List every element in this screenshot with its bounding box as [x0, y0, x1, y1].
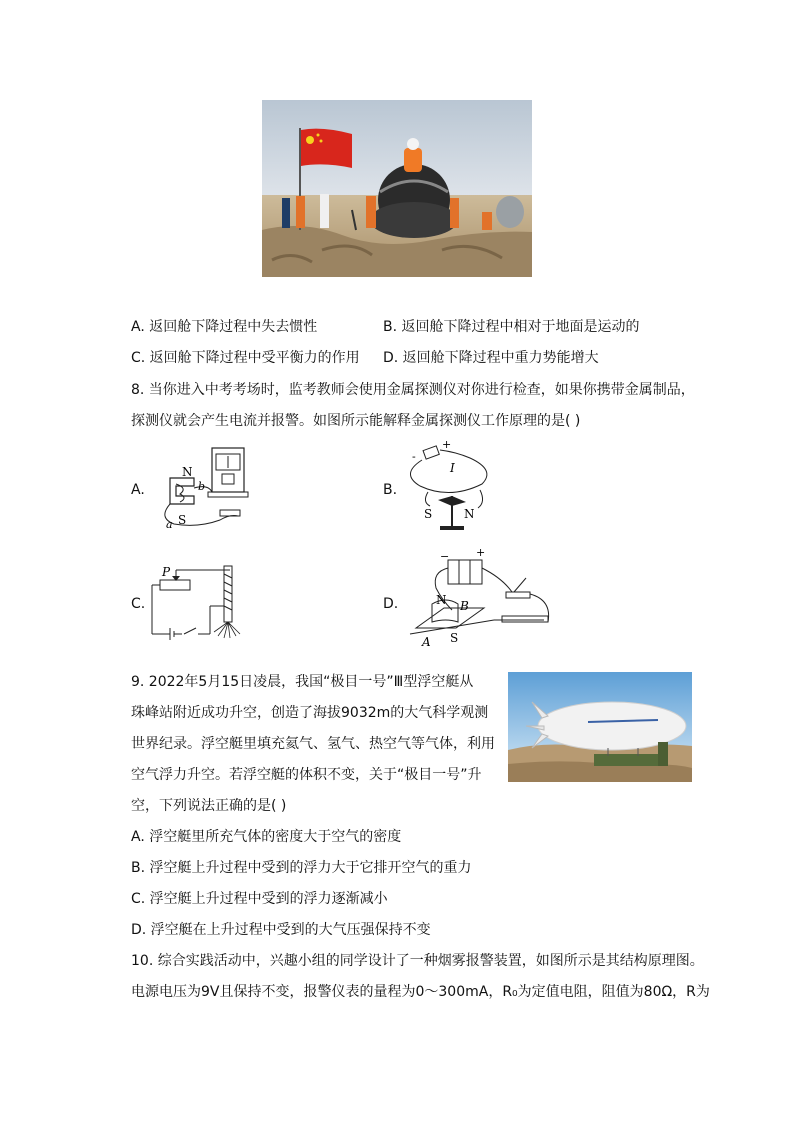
q9-stem-line-3: 世界纪录。浮空艇里填充氦气、氢气、热空气等气体，利用 [131, 736, 495, 752]
q8-fig-b-s: S [424, 507, 433, 521]
q8-figure-c [148, 558, 248, 642]
q8-fig-d-n: N [436, 593, 447, 607]
q8-figure-d [402, 548, 558, 646]
q8-label-c: C. [131, 596, 146, 612]
q8-stem-line-2: 探测仪就会产生电流并报警。如图所示能解释金属探测仪工作原理的是( ) [131, 413, 581, 429]
q7-option-d: D. 返回舱下降过程中重力势能增大 [383, 350, 599, 366]
q9-stem-line-5: 空，下列说法正确的是( ) [131, 798, 287, 814]
q8-label-a: A. [131, 482, 145, 498]
q9-option-a: A. 浮空艇里所充气体的密度大于空气的密度 [131, 829, 402, 845]
q9-option-d: D. 浮空艇在上升过程中受到的大气压强保持不变 [131, 922, 431, 938]
airship-photo [508, 672, 692, 782]
q8-label-b: B. [383, 482, 398, 498]
q8-fig-d-plus: + [476, 548, 486, 559]
q7-option-a: A. 返回舱下降过程中失去惯性 [131, 319, 318, 335]
q8-fig-a-a: a [166, 518, 173, 528]
q8-fig-a-s: S [178, 513, 187, 527]
q10-stem-line-2: 电源电压为9V且保持不变，报警仪表的量程为0～300mA，R₀为定值电阻，阻值为80Ω，R为 [131, 984, 710, 1000]
capsule-landing-photo [262, 100, 532, 277]
q8-fig-b-n: N [464, 507, 475, 521]
q10-stem-line-1: 10. 综合实践活动中，兴趣小组的同学设计了一种烟雾报警装置，如图所示是其结构原理图。 [131, 953, 704, 969]
q8-fig-a-n: N [182, 465, 193, 479]
q8-fig-d-minus: − [440, 550, 450, 563]
q9-stem-line-1: 9. 2022年5月15日凌晨，我国“极目一号”Ⅲ型浮空艇从 [131, 674, 474, 690]
q8-fig-c-p: P [162, 565, 171, 579]
q8-figure-a [150, 444, 260, 528]
q9-option-b: B. 浮空艇上升过程中受到的浮力大于它排开空气的重力 [131, 860, 472, 876]
q8-fig-b-i: I [450, 461, 455, 475]
q7-option-c: C. 返回舱下降过程中受平衡力的作用 [131, 350, 360, 366]
q8-label-d: D. [383, 596, 399, 612]
q8-fig-d-a: A [422, 635, 431, 646]
q9-stem-line-4: 空气浮力升空。若浮空艇的体积不变，关于“极目一号”升 [131, 767, 482, 783]
q9-stem-line-2: 珠峰站附近成功升空，创造了海拔9032m的大气科学观测 [131, 705, 489, 721]
q8-fig-d-s: S [450, 631, 459, 645]
q8-fig-d-b: B [460, 599, 469, 613]
q8-stem-line-1: 8. 当你进入中考考场时，监考教师会使用金属探测仪对你进行检查，如果你携带金属制品， [131, 382, 695, 398]
q8-figure-b [400, 440, 500, 532]
q9-option-c: C. 浮空艇上升过程中受到的浮力逐渐减小 [131, 891, 388, 907]
q8-fig-a-b: b [198, 480, 206, 493]
q7-option-b: B. 返回舱下降过程中相对于地面是运动的 [383, 319, 640, 335]
q8-fig-b-minus: - [412, 450, 416, 463]
q8-fig-b-plus: + [442, 440, 452, 451]
